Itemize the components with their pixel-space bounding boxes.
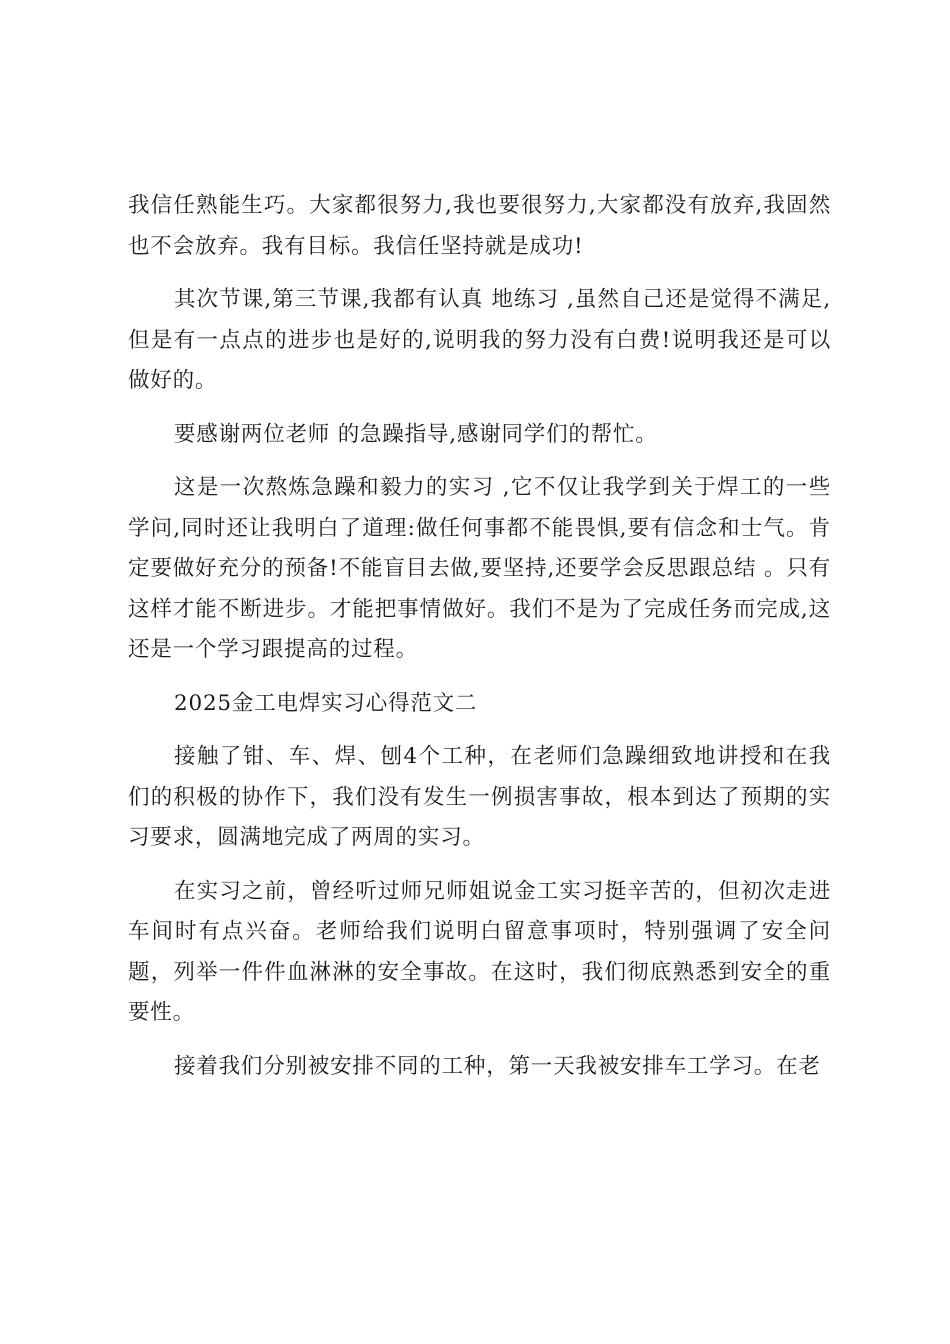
paragraph-4: 这是一次熬炼急躁和毅力的实习 ,它不仅让我学到关于焊工的一些学问,同时还让我明白了道理:做任何事都不能畏惧,要有信念和士气。肯定要做好充分的预备!不能盲目去做,要坚持,还要学会反思跟总结 。只有这样才能不断进步。才能把事情做好。我们不是为了完成任务而完成,这还是一个学习跟提高的过程。 xyxy=(128,475,831,662)
paragraph-3: 要感谢两位老师 的急躁指导,感谢同学们的帮忙。 xyxy=(174,421,658,447)
paragraph-1: 我信任熟能生巧。大家都很努力,我也要很努力,大家都没有放弃,我固然也不会放弃。我有目标。我信任坚持就是成功! xyxy=(128,193,831,259)
document-body xyxy=(128,186,831,1100)
paragraph-5: 接触了钳、车、焊、刨4个工种，在老师们急躁细致地讲授和在我们的积极的协作下，我们没有发生一例损害事故，根本到达了预期的实习要求，圆满地完成了两周的实习。 xyxy=(128,744,831,850)
paragraph-2: 其次节课,第三节课,我都有认真 地练习 ,虽然自己还是觉得不满足,但是有一点点的进步也是好的,说明我的努力没有白费!说明我还是可以做好的。 xyxy=(128,287,831,393)
section-heading: 2025金工电焊实习心得范文二 xyxy=(174,690,478,716)
paragraph-7: 接着我们分别被安排不同的工种，第一天我被安排车工学习。在老 xyxy=(174,1053,821,1079)
paragraph-6: 在实习之前，曾经听过师兄师姐说金工实习挺辛苦的，但初次走进车间时有点兴奋。老师给我们说明白留意事项时，特别强调了安全问题，列举一件件血淋淋的安全事故。在这时，我们彻底熟悉到安全的重要性。 xyxy=(128,878,831,1025)
